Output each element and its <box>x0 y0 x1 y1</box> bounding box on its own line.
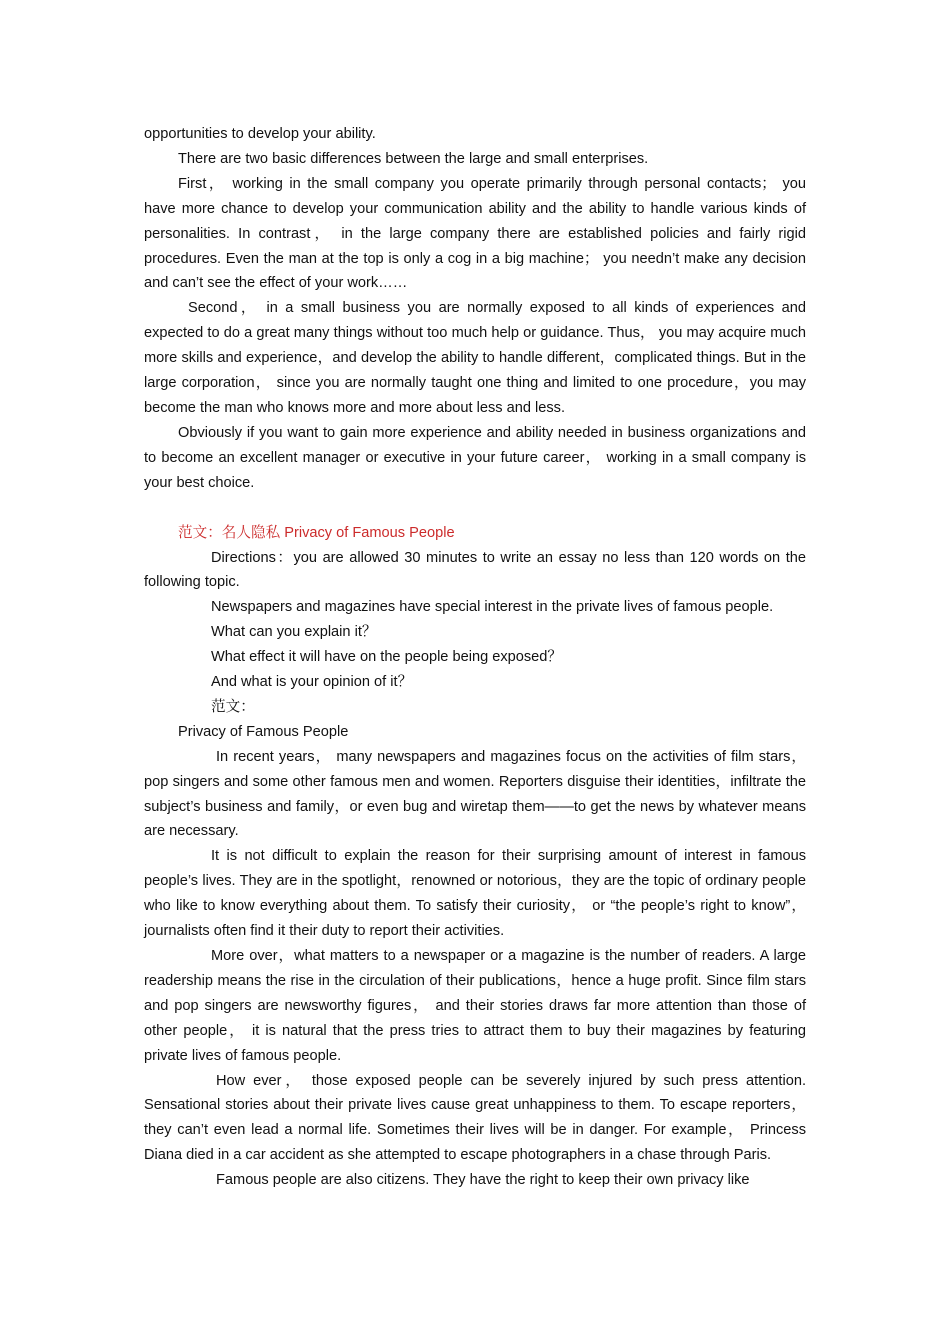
section-heading-english: Privacy of Famous People <box>280 524 455 541</box>
essay-paragraph: It is not difficult to explain the reason for their surprising amount of interest in famous people’s lives. They are in the spotlight，renowned or notorious，they are the topic of ordinary people who like to know everything about them. To satisfy their curiosity， or “the people’s right to know”， journalists often find it their duty to report their activities. <box>144 848 806 940</box>
essay-paragraph: Famous people are also citizens. They have the right to keep their own privacy like <box>216 1172 750 1189</box>
sample-label: 范文： <box>211 697 255 715</box>
prompt-line: Newspapers and magazines have special interest in the private lives of famous people. <box>211 599 774 616</box>
prompt-line: What can you explain it？ <box>211 624 377 641</box>
prompt-line: And what is your opinion of it？ <box>211 674 413 691</box>
essay-paragraph: In recent years， many newspapers and magazines focus on the activities of film stars， pop singers and some other famous men and women. Reporters disguise their identities，infiltrate the subject’s business and family，or even bug and wiretap them——to get the news by whatever means are necessary. <box>144 748 806 840</box>
paragraph: There are two basic differences between the large and small enterprises. <box>178 150 649 167</box>
section-heading <box>144 521 806 546</box>
essay-paragraph: How ever， those exposed people can be severely injured by such press attention. Sensational stories about their private lives cause great unhappiness to them. To escape reporters， they can’t even lead a normal life. Sometimes their lives will be in danger. For example， Princess Diana died in a car accident as she attempted to escape photographers in a chase through Paris. <box>144 1072 806 1164</box>
essay-paragraph: More over，what matters to a newspaper or a magazine is the number of readers. A large readership means the rise in the circulation of their publications，hence a huge profit. Since film stars and pop singers are newsworthy figures， and their stories draws far more attention than those of other people， it is natural that the press tries to attract them to buy their magazines by featuring private lives of famous people. <box>144 948 806 1064</box>
paragraph: Second， in a small business you are normally exposed to all kinds of experiences and expected to do a great many things without too much help or guidance. Thus， you may acquire much more skills and experience，and develop the ability to handle different，complicated things. But in the large corporation， since you are normally taught one thing and limited to one procedure，you may become the man who knows more and more about less and less. <box>144 300 806 416</box>
prompt-line: What effect it will have on the people being exposed？ <box>211 649 563 666</box>
document-body <box>144 122 806 1193</box>
paragraph: Obviously if you want to gain more experience and ability needed in business organizations and to become an excellent manager or executive in your future career， working in a small company is your best choice. <box>144 424 806 491</box>
paragraph: opportunities to develop your ability. <box>144 126 376 142</box>
directions: Directions：you are allowed 30 minutes to write an essay no less than 120 words on the following topic. <box>144 549 806 591</box>
section-heading-cjk: 范文：名人隐私 <box>178 523 281 541</box>
essay-title: Privacy of Famous People <box>178 723 349 740</box>
paragraph: First， working in the small company you operate primarily through personal contacts； you have more chance to develop your communication ability and the ability to handle various kinds of personalities. In contrast， in the large company there are established policies and fairly rigid procedures. Even the man at the top is only a cog in a big machine； you needn’t make any decision and can’t see the effect of your work…… <box>144 175 806 292</box>
